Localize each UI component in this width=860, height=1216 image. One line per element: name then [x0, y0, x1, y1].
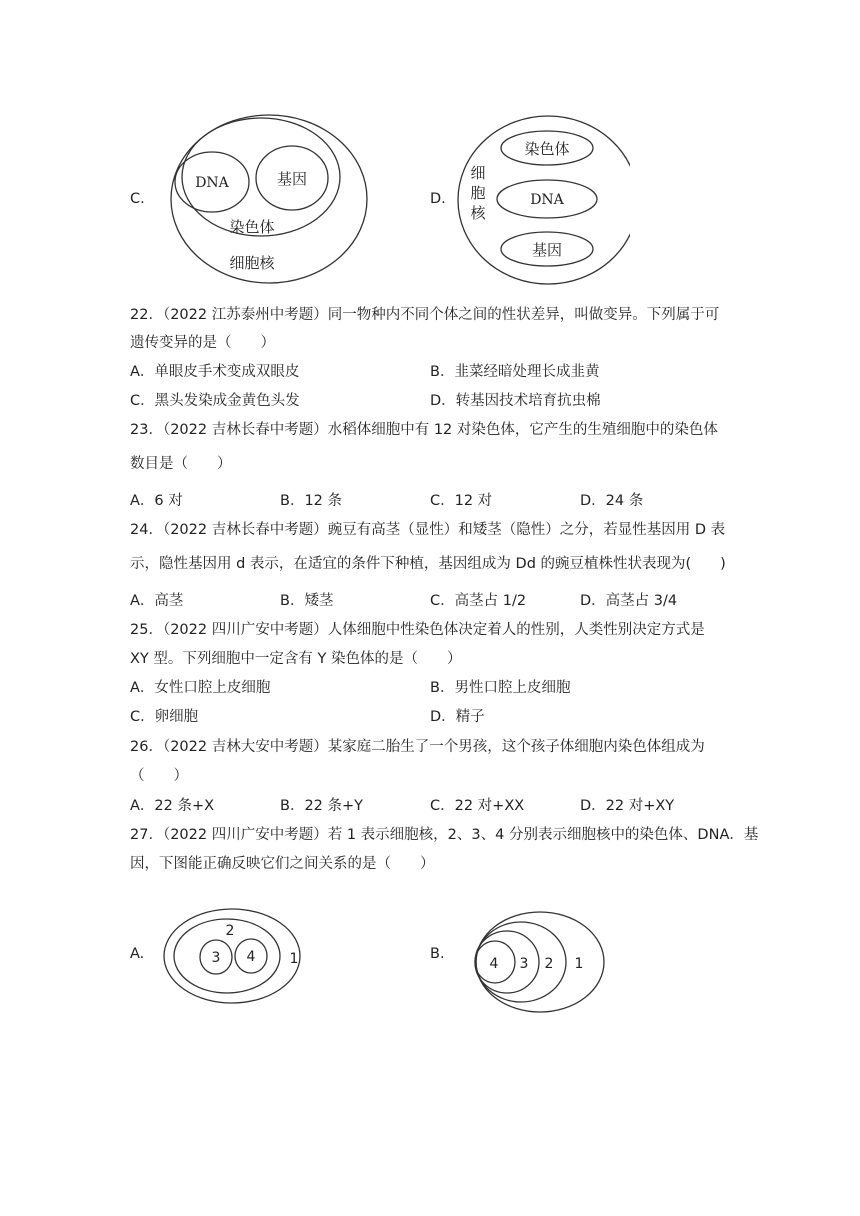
q22-option-a: A．单眼皮手术变成双眼皮	[130, 364, 300, 380]
q22-option-d: D．转基因技术培育抗虫棉	[430, 393, 601, 409]
q26-stem-line2: （ ）	[130, 768, 188, 784]
gene-text: 基因	[531, 241, 563, 259]
q24-option-a: A．高茎	[130, 593, 184, 609]
q25-stem-line2: XY 型。下列细胞中一定含有 Y 染色体的是（ ）	[130, 651, 462, 667]
q22-stem-line2: 遗传变异的是（ ）	[130, 335, 275, 351]
q24-option-d: D．高茎占 3/4	[580, 593, 678, 609]
q25-option-b: B．男性口腔上皮细胞	[430, 680, 571, 696]
q24-stem-line1: 24．（2022 吉林长春中考题）豌豆有高茎（显性）和矮茎（隐性）之分，若显性基因用 D 表	[130, 522, 726, 538]
q23-option-d: D．24 条	[580, 493, 644, 509]
q26-option-b: B．22 条+Y	[280, 798, 364, 814]
q23-option-b: B．12 条	[280, 493, 343, 509]
num-1: 1	[574, 956, 584, 972]
num-3: 3	[211, 950, 221, 966]
dna-text: DNA	[530, 192, 564, 208]
q27-fig-a-label: A.	[130, 946, 145, 962]
option-d-label: D.	[430, 191, 446, 207]
q25-option-c: C．卵细胞	[130, 709, 199, 725]
q23-stem-line1: 23．（2022 吉林长春中考题）水稻体细胞中有 12 对染色体，它产生的生殖细胞中的染色体	[130, 422, 718, 438]
option-c-label: C.	[130, 191, 145, 207]
nucleus-vertical-text: 细 胞 核	[470, 164, 486, 222]
q26-option-c: C．22 对+XX	[430, 798, 525, 814]
q25-stem-line1: 25．（2022 四川广安中考题）人体细胞中性染色体决定着人的性别，人类性别决定方式是	[130, 622, 705, 638]
q26-option-d: D．22 对+XY	[580, 798, 675, 814]
nucleus-text: 细胞核	[229, 254, 275, 272]
q22-stem-line1: 22．（2022 江苏泰州中考题）同一物种内不同个体之间的性状差异，叫做变异。下列属于可	[130, 307, 720, 323]
q26-stem-line1: 26．（2022 吉林大安中考题）某家庭二胎生了一个男孩，这个孩子体细胞内染色体组成为	[130, 739, 705, 755]
q24-option-c: C．高茎占 1/2	[430, 593, 527, 609]
q24-option-b: B．矮茎	[280, 593, 334, 609]
q24-stem-line2: 示，隐性基因用 d 表示，在适宜的条件下种植，基因组成为 Dd 的豌豆植株性状表现为( )	[130, 556, 726, 572]
q26-option-a: A．22 条+X	[130, 798, 215, 814]
dna-text: DNA	[195, 175, 229, 191]
q25-option-a: A．女性口腔上皮细胞	[130, 680, 271, 696]
q23-option-c: C．12 对	[430, 493, 493, 509]
q27-fig-b-label: B.	[430, 946, 445, 962]
chromosome-text: 染色体	[229, 218, 275, 236]
q23-stem-line2: 数目是（ ）	[130, 456, 232, 472]
num-1: 1	[289, 951, 299, 967]
q25-option-d: D．精子	[430, 709, 485, 725]
q27-venn-b	[468, 904, 628, 1014]
num-4: 4	[489, 956, 499, 972]
q22-option-b: B．韭菜经暗处理长成韭黄	[430, 364, 600, 380]
venn-diagram-c	[150, 108, 390, 292]
num-4: 4	[246, 949, 256, 965]
chromosome-text: 染色体	[524, 140, 570, 158]
ring-3	[475, 931, 539, 993]
num-2: 2	[225, 923, 235, 939]
q27-stem-line2: 因，下图能正确反映它们之间关系的是（ ）	[130, 856, 435, 872]
q23-option-a: A．6 对	[130, 493, 183, 509]
gene-text: 基因	[276, 170, 308, 188]
num-3: 3	[519, 956, 529, 972]
q27-venn-a	[160, 906, 310, 1012]
q22-option-c: C．黑头发染成金黄色头发	[130, 393, 300, 409]
q27-stem-line1: 27．（2022 四川广安中考题）若 1 表示细胞核，2、3、4 分别表示细胞核中的染色体、DNA．基	[130, 827, 759, 843]
num-2: 2	[544, 956, 554, 972]
